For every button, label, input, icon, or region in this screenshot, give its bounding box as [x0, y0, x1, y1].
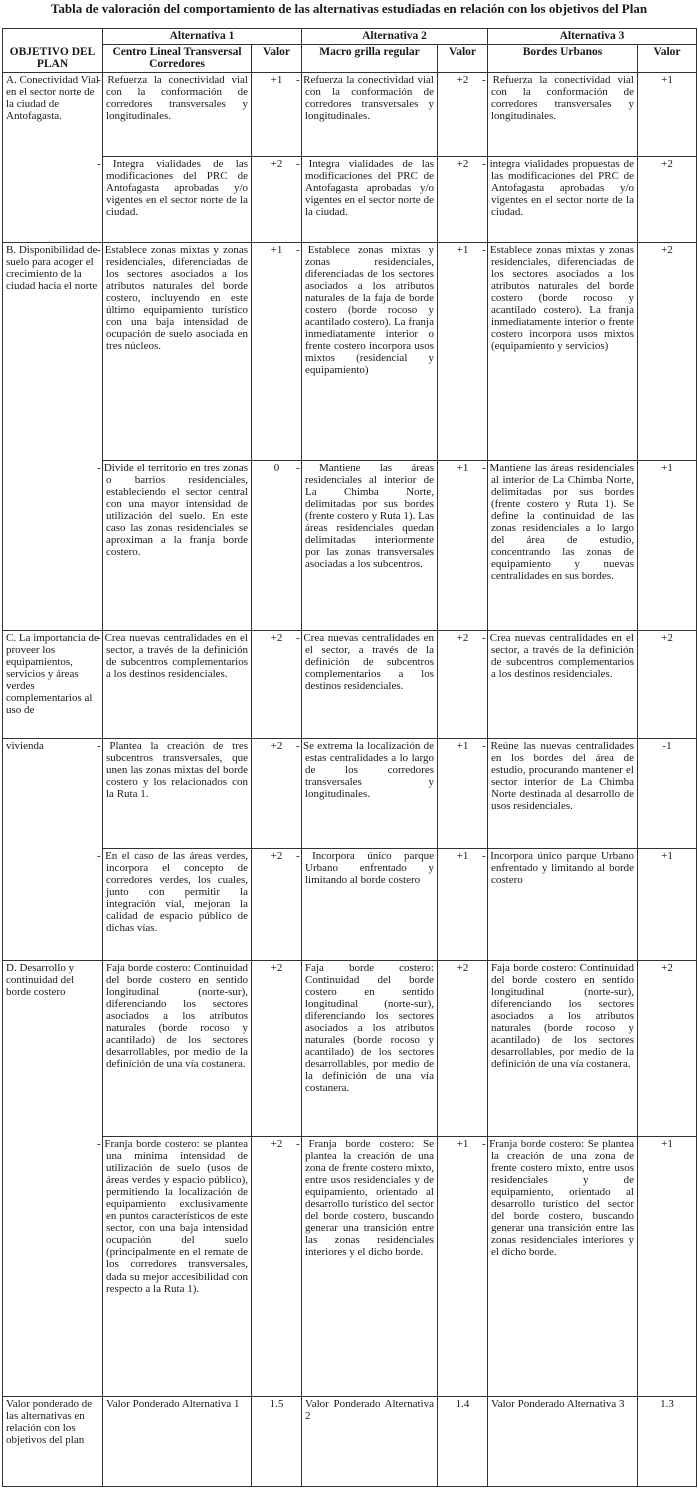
alt3-value: +2 — [638, 156, 697, 242]
alt2-value: +2 — [438, 630, 488, 738]
objective-c: C. La importancia de proveer los equipamientos, servicios y áreas verdes complementarios al uso de — [3, 630, 103, 738]
header-alt2: Alternativa 2 — [302, 29, 488, 45]
alt1-cell: - Plantea la creación de tres subcentros transversales, que unen las zonas mixtas del borde costero y los relacionados con la Ruta 1. — [103, 738, 252, 848]
alt2-value: +2 — [438, 960, 488, 1136]
alt3-value: +1 — [638, 848, 697, 960]
alt3-cell: - Crea nuevas centralidades en el sector, a través de la definición de subcentros complementarios a los destinos residenciales. — [488, 630, 638, 738]
header-valor-2: Valor — [438, 44, 488, 72]
alt1-weighted-value: 1.5 — [252, 1396, 302, 1486]
alt1-cell: - Establece zonas mixtas y zonas residenciales, diferenciadas de los sectores asociados a los atributos naturales del borde costero, incluyendo en este último equipamiento turístico con una baja intensidad de ocupación de suelo asociada en tres núcleos. — [103, 242, 252, 460]
alt2-value: +2 — [438, 156, 488, 242]
header-valor-1: Valor — [252, 44, 302, 72]
header-alt3: Alternativa 3 — [488, 29, 697, 45]
alt2-cell: - Integra vialidades de las modificaciones del PRC de Antofagasta aprobadas y/o vigentes en el sector norte de la ciudad. — [302, 156, 438, 242]
table-row — [3, 460, 697, 630]
header-alt2-name: Macro grilla regular — [302, 44, 438, 72]
alt3-value: +1 — [638, 1136, 697, 1396]
alt3-cell: - Franja borde costero: Se plantea la creación de una zona de frente costero mixto, entre usos residenciales y de equipamiento, orientado al desarrollo turístico del sector del borde costero, buscando generar una transición entre las zonas residenciales interiores y el dicho borde. — [488, 1136, 638, 1396]
alt2-cell: - Refuerza la conectividad vial con la conformación de corredores transversales y longitudinales. — [302, 72, 438, 156]
alt3-value: +2 — [638, 630, 697, 738]
alt2-value: +1 — [438, 738, 488, 848]
alt3-value: -1 — [638, 738, 697, 848]
alt2-value: +1 — [438, 1136, 488, 1396]
table-title: Tabla de valoración del comportamiento de las alternativas estudiadas en relación con los objetivos del Plan — [50, 1, 648, 16]
table-row — [3, 848, 697, 960]
alt3-cell: - Reúne las nuevas centralidades en los bordes del área de estudio, procurando mantener el sector interior de La Chimba Norte destinada al desarrollo de usos residenciales. — [488, 738, 638, 848]
alt1-cell: - Integra vialidades de las modificaciones del PRC de Antofagasta aprobadas y/o vigentes en el sector norte de la ciudad. — [103, 156, 252, 242]
alt2-value: +1 — [438, 460, 488, 630]
alt1-cell: - Refuerza la conectividad vial con la conformación de corredores transversales y longitudinales. — [103, 72, 252, 156]
alt3-value: +2 — [638, 242, 697, 460]
alt2-cell: - Mantiene las áreas residenciales al interior de La Chimba Norte, delimitadas por sus bordes (frente costero y Ruta 1). Las áreas residenciales quedan delimitadas interiormente por las zonas transversales asociadas a los subcentros. — [302, 460, 438, 630]
alt2-cell: - Franja borde costero: Se plantea la creación de una zona de frente costero mixto, entre usos residenciales y de equipamiento, orientado al desarrollo turístico del sector del borde costero, buscando generar una transición entre las zonas residenciales interiores y el dicho borde. — [302, 1136, 438, 1396]
alt3-cell: - integra vialidades propuestas de las modificaciones del PRC de Antofagasta aprobadas y/o vigentes en el sector norte de la ciudad. — [488, 156, 638, 242]
table-row — [3, 156, 697, 242]
objective-c-cont: vivienda — [3, 738, 103, 960]
alt1-cell: - En el caso de las áreas verdes, incorpora el concepto de corredores verdes, los cuales, junto con permitir la integración vial, mejoran la calidad de espacio público de dichas vías. — [103, 848, 252, 960]
evaluation-table — [2, 28, 697, 1487]
alt1-value: +2 — [252, 738, 302, 848]
alt3-value: +1 — [638, 460, 697, 630]
objective-b: B. Disponibilidad de suelo para acoger el crecimiento de la ciudad hacia el norte — [3, 242, 103, 630]
alt1-cell: - Divide el territorio en tres zonas o barrios residenciales, estableciendo el sector central con una mayor intensidad de utilización del suelo. En este caso las zonas residenciales se aproximan a la franja borde costero. — [103, 460, 252, 630]
objective-a: A. Conectividad Vial en el sector norte de la ciudad de Antofagasta. — [3, 72, 103, 242]
table-row — [3, 960, 697, 1136]
header-row-names — [3, 44, 697, 72]
header-row-alternatives — [3, 29, 697, 45]
alt2-value: +1 — [438, 848, 488, 960]
alt2-cell: - Establece zonas mixtas y zonas residenciales, diferenciadas de los sectores asociados a los atributos naturales de la faja de borde costero (borde rocoso y acantilado costero). La franja inmediatamente interior o frente costero incorpora usos mixtos (residencial y equipamiento) — [302, 242, 438, 460]
weighted-label: Valor ponderado de las alternativas en relación con los objetivos del plan — [3, 1396, 103, 1486]
alt1-cell: - Franja borde costero: se plantea una mínima intensidad de utilización de suelo (usos de áreas verdes y espacio público), permitiendo la localización de equipamiento exclusivamente en puntos característicos de este sector, con una baja intensidad ocupación del suelo (principalmente en el remate de los corredores transversales, dada su mejor accesibilidad con respecto a la Ruta 1). — [103, 1136, 252, 1396]
alt3-weighted-label: Valor Ponderado Alternativa 3 — [488, 1396, 638, 1486]
table-row — [3, 1136, 697, 1396]
alt1-value: +2 — [252, 630, 302, 738]
header-alt1: Alternativa 1 — [103, 29, 302, 45]
alt3-weighted-value: 1.3 — [638, 1396, 697, 1486]
alt1-value: +2 — [252, 848, 302, 960]
alt2-cell: - Se extrema la localización de estas centralidades a lo largo de los corredores transversales y longitudinales. — [302, 738, 438, 848]
alt3-value: +1 — [638, 72, 697, 156]
alt3-cell: - Mantiene las áreas residenciales al interior de La Chimba Norte, delimitadas por sus bordes (frente costero y Ruta 1). Se define la continuidad de las zonas residenciales a lo largo del área de estudio, concentrando las zonas de equipamiento y nuevas centralidades en sus bordes. — [488, 460, 638, 630]
table-row — [3, 72, 697, 156]
alt2-value: +1 — [438, 242, 488, 460]
alt1-value: +2 — [252, 960, 302, 1136]
alt2-value: +2 — [438, 72, 488, 156]
alt3-cell: - Establece zonas mixtas y zonas residenciales, diferenciadas de los sectores asociados a los atributos naturales del borde costero (borde rocoso y acantilado costero). La franja inmediatamente interior o frente costero incorpora usos mixtos (equipamiento y servicios) — [488, 242, 638, 460]
alt1-value: +2 — [252, 1136, 302, 1396]
alt3-cell: - Incorpora único parque Urbano enfrentado y limitando al borde costero — [488, 848, 638, 960]
alt2-cell: - Incorpora único parque Urbano enfrentado y limitando al borde costero — [302, 848, 438, 960]
alt2-cell: Faja borde costero: Continuidad del borde costero en sentido longitudinal (norte-sur), diferenciando los sectores asociados a los atributos naturales (borde rocoso y acantilado) de los sectores desarrollables, por medio de la definición de una vía costanera. — [302, 960, 438, 1136]
alt3-value: +2 — [638, 960, 697, 1136]
alt1-weighted-label: Valor Ponderado Alternativa 1 — [103, 1396, 252, 1486]
table-row-weighted — [3, 1396, 697, 1486]
alt2-weighted-label: Valor Ponderado Alternativa 2 — [302, 1396, 438, 1486]
alt1-value: +1 — [252, 72, 302, 156]
objective-d: D. Desarrollo y continuidad del borde costero — [3, 960, 103, 1396]
header-valor-3: Valor — [638, 44, 697, 72]
alt1-value: +2 — [252, 156, 302, 242]
alt1-value: 0 — [252, 460, 302, 630]
header-alt3-name: Bordes Urbanos — [488, 44, 638, 72]
alt1-value: +1 — [252, 242, 302, 460]
header-alt1-name: Centro Lineal Transversal Corredores — [103, 44, 252, 72]
alt3-cell: - Refuerza la conectividad vial con la conformación de corredores transversales y longitudinales. — [488, 72, 638, 156]
alt1-cell: - Crea nuevas centralidades en el sector, a través de la definición de subcentros complementarios a los destinos residenciales. — [103, 630, 252, 738]
alt2-weighted-value: 1.4 — [438, 1396, 488, 1486]
alt1-cell: Faja borde costero: Continuidad del borde costero en sentido longitudinal (norte-sur), diferenciando los sectores asociados a los atributos naturales (borde rocoso y acantilado) de los sectores desarrollables, por medio de la definición de una vía costanera. — [103, 960, 252, 1136]
header-objective: OBJETIVO DEL PLAN — [3, 29, 103, 73]
table-row — [3, 630, 697, 738]
alt3-cell: Faja borde costero: Continuidad del borde costero en sentido longitudinal (norte-sur), diferenciando los sectores asociados a los atributos naturales (borde rocoso y acantilado) de los sectores desarrollables, por medio de la definición de una vía costanera. — [488, 960, 638, 1136]
table-row — [3, 242, 697, 460]
table-row — [3, 738, 697, 848]
alt2-cell: - Crea nuevas centralidades en el sector, a través de la definición de subcentros complementarios a los destinos residenciales. — [302, 630, 438, 738]
